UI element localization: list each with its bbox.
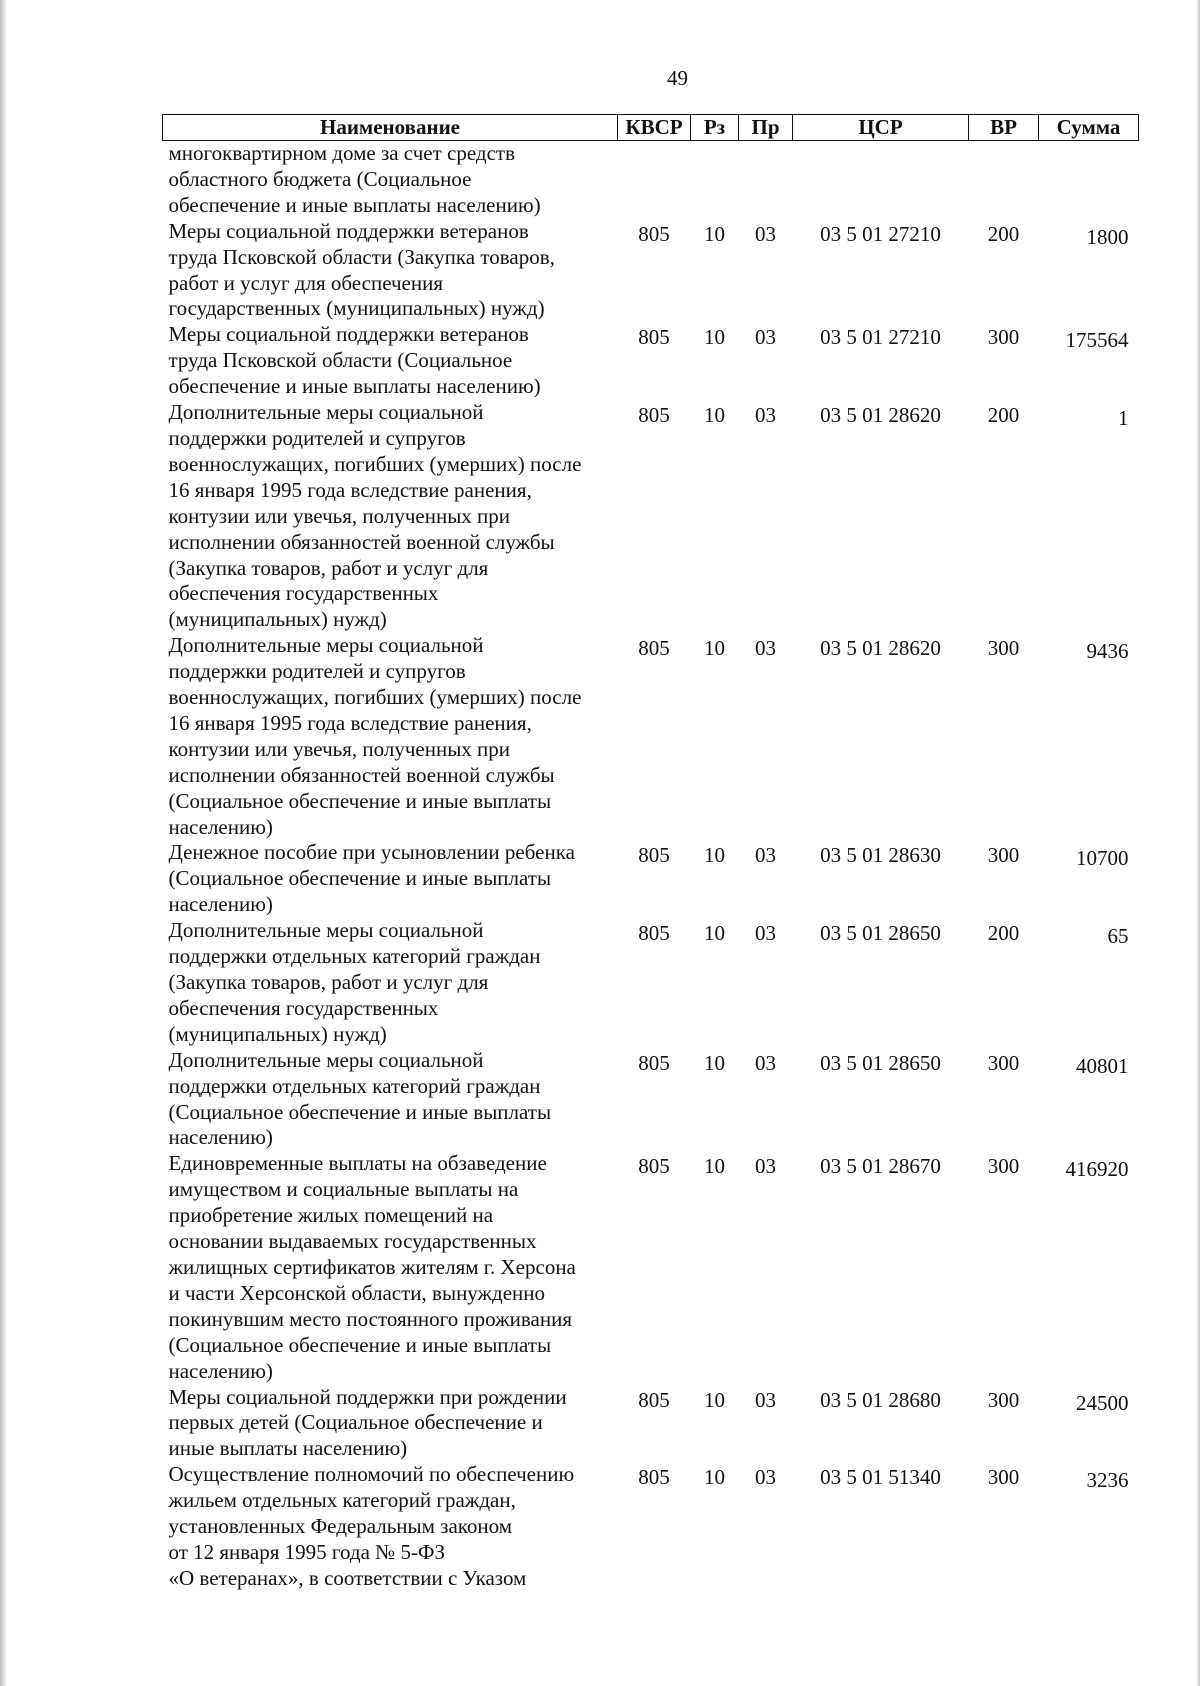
- row-sum-cell: 1800: [1086, 224, 1129, 249]
- table-row: [163, 400, 1139, 633]
- row-pr-cell: 03: [755, 221, 776, 246]
- row-csr-cell: 03 5 01 27210: [820, 325, 941, 350]
- page-number: 49: [667, 66, 688, 90]
- row-pr-cell: 03: [755, 1050, 776, 1075]
- row-name-line: «О ветеранах», в соответствии с Указом: [168, 1565, 527, 1590]
- row-csr-cell: 03 5 01 28650: [820, 1050, 941, 1075]
- row-rz-cell: 10: [704, 1050, 725, 1075]
- row-rz-cell: 10: [704, 1465, 725, 1490]
- row-name-line: Меры социальной поддержки при рождении: [168, 1384, 567, 1409]
- row-name-line: Дополнительные меры социальной: [168, 918, 484, 943]
- row-sum-cell: 24500: [1076, 1390, 1129, 1415]
- row-name-line: Меры социальной поддержки ветеранов: [168, 218, 529, 243]
- row-name-line: исполнении обязанностей военной службы: [168, 762, 555, 787]
- row-vr-cell: 300: [987, 1050, 1020, 1075]
- row-name-cell: [163, 1462, 618, 1592]
- row-name-line: обеспечение и иные выплаты населению): [168, 192, 541, 217]
- table-row: [163, 141, 1139, 219]
- row-name-line: (Закупка товаров, работ и услуг для: [168, 970, 489, 994]
- row-name-line: Единовременные выплаты на обзаведение: [168, 1151, 547, 1176]
- row-name-cell: [163, 1151, 618, 1384]
- row-name-cell: [163, 219, 618, 323]
- row-name-cell: [163, 1385, 618, 1463]
- row-kvsr-cell: 805: [638, 843, 670, 868]
- row-csr-cell: 03 5 01 28630: [820, 843, 941, 868]
- row-csr-cell: [793, 141, 969, 219]
- row-name-line: исполнении обязанностей военной службы: [168, 529, 555, 554]
- row-rz-cell: 10: [704, 843, 725, 868]
- row-pr-cell: 03: [755, 1154, 776, 1179]
- row-sum-cell: 1: [1118, 406, 1129, 431]
- row-csr-cell: 03 5 01 28620: [820, 403, 941, 428]
- row-kvsr-cell: 805: [638, 1050, 670, 1075]
- table-row: [163, 1048, 1139, 1152]
- row-vr-cell: 300: [987, 1465, 1020, 1490]
- row-sum-cell: [1039, 141, 1139, 219]
- row-name-line: 16 января 1995 года вследствие ранения,: [168, 710, 532, 735]
- row-pr-cell: 03: [755, 843, 776, 868]
- row-name-line: обеспечения государственных: [168, 581, 439, 606]
- row-name-cell: [163, 633, 618, 840]
- row-rz-cell: 10: [704, 221, 725, 246]
- header-pr: Пр: [739, 115, 793, 141]
- table-row: [163, 633, 1139, 840]
- table-row: [163, 1151, 1139, 1384]
- row-rz-cell: 10: [704, 636, 725, 661]
- row-kvsr-cell: 805: [638, 1387, 670, 1412]
- row-rz-cell: 10: [704, 921, 725, 946]
- row-vr-cell: 200: [987, 921, 1020, 946]
- row-kvsr-cell: 805: [638, 636, 670, 661]
- row-name-line: Денежное пособие при усыновлении ребенка: [168, 840, 575, 865]
- row-rz-cell: 10: [704, 1154, 725, 1179]
- row-kvsr-cell: 805: [638, 403, 670, 428]
- row-vr-cell: 300: [987, 325, 1020, 350]
- row-name-line: и части Херсонской области, вынужденно: [168, 1280, 546, 1305]
- row-name-line: контузии или увечья, полученных при: [168, 736, 511, 761]
- row-kvsr-cell: 805: [638, 325, 670, 350]
- row-name-line: Осуществление полномочий по обеспечению: [168, 1462, 575, 1487]
- row-vr-cell: [969, 141, 1039, 219]
- row-pr-cell: 03: [755, 325, 776, 350]
- row-pr-cell: 03: [755, 1387, 776, 1412]
- row-vr-cell: 200: [987, 403, 1020, 428]
- table-row: [163, 1385, 1139, 1463]
- header-row: [163, 115, 1139, 141]
- row-csr-cell: 03 5 01 28620: [820, 636, 941, 661]
- header-csr: ЦСР: [793, 115, 969, 141]
- row-name-line: Дополнительные меры социальной: [168, 633, 484, 658]
- row-name-line: (Социальное обеспечение и иные выплаты: [168, 1332, 552, 1357]
- row-name-line: обеспечение и иные выплаты населению): [168, 374, 541, 399]
- row-name-line: поддержки отдельных категорий граждан: [168, 944, 541, 969]
- row-name-line: (Социальное обеспечение и иные выплаты: [168, 866, 552, 891]
- row-kvsr-cell: 805: [638, 221, 670, 246]
- row-kvsr-cell: 805: [638, 921, 670, 946]
- table-header: [163, 115, 1139, 141]
- row-name-line: населению): [168, 1358, 273, 1383]
- row-sum-cell: 10700: [1076, 846, 1129, 871]
- row-name-line: (Закупка товаров, работ и услуг для: [168, 555, 489, 580]
- row-pr-cell: [739, 141, 793, 219]
- row-name-line: 16 января 1995 года вследствие ранения,: [168, 477, 532, 502]
- row-name-line: Дополнительные меры социальной: [168, 1047, 484, 1072]
- row-pr-cell: 03: [755, 403, 776, 428]
- row-name-line: приобретение жилых помещений на: [168, 1203, 494, 1228]
- row-name-cell: [163, 322, 618, 400]
- row-sum-cell: 3236: [1086, 1468, 1129, 1493]
- row-name-cell: [163, 840, 618, 918]
- table-row: [163, 1462, 1139, 1592]
- row-pr-cell: 03: [755, 1465, 776, 1490]
- header-sum: Сумма: [1039, 115, 1139, 141]
- row-rz-cell: 10: [704, 403, 725, 428]
- row-sum-cell: 175564: [1065, 328, 1129, 353]
- row-csr-cell: 03 5 01 28680: [820, 1387, 941, 1412]
- row-name-line: (муниципальных) нужд): [168, 1021, 387, 1046]
- row-csr-cell: 03 5 01 27210: [820, 221, 941, 246]
- row-name-cell: [163, 918, 618, 1048]
- row-name-line: поддержки отдельных категорий граждан: [168, 1073, 541, 1098]
- row-name-line: работ и услуг для обеспечения: [168, 270, 444, 295]
- row-kvsr-cell: 805: [638, 1465, 670, 1490]
- row-sum-cell: 9436: [1086, 639, 1129, 664]
- row-name-line: государственных (муниципальных) нужд): [168, 296, 545, 321]
- row-name-line: контузии или увечья, полученных при: [168, 503, 511, 528]
- row-name-line: областного бюджета (Социальное: [168, 166, 472, 191]
- row-pr-cell: 03: [755, 636, 776, 661]
- row-name-line: труда Псковской области (Закупка товаров,: [168, 244, 555, 269]
- row-name-line: иные выплаты населению): [168, 1436, 408, 1461]
- table-row: [163, 840, 1139, 918]
- row-name-line: Дополнительные меры социальной: [168, 400, 484, 425]
- row-name-line: имуществом и социальные выплаты на: [168, 1177, 519, 1202]
- row-csr-cell: 03 5 01 28650: [820, 921, 941, 946]
- row-vr-cell: 200: [987, 221, 1020, 246]
- row-rz-cell: [691, 141, 739, 219]
- row-name-line: населению): [168, 1125, 273, 1150]
- row-name-line: (муниципальных) нужд): [168, 607, 387, 632]
- budget-table: [162, 114, 1139, 1592]
- table-body: [163, 141, 1139, 1592]
- row-name-line: труда Псковской области (Социальное: [168, 348, 513, 373]
- row-kvsr-cell: 805: [638, 1154, 670, 1179]
- row-name-line: населению): [168, 814, 273, 839]
- row-name-line: жильем отдельных категорий граждан,: [168, 1488, 516, 1513]
- row-name-line: населению): [168, 892, 273, 917]
- row-vr-cell: 300: [987, 1154, 1020, 1179]
- row-name-cell: [163, 400, 618, 633]
- table-row: [163, 322, 1139, 400]
- header-kvsr: КВСР: [618, 115, 691, 141]
- table-row: [163, 219, 1139, 323]
- row-name-line: военнослужащих, погибших (умерших) после: [168, 451, 582, 476]
- row-name-line: Меры социальной поддержки ветеранов: [168, 322, 529, 347]
- row-name-line: основании выдаваемых государственных: [168, 1229, 537, 1254]
- row-name-line: (Социальное обеспечение и иные выплаты: [168, 788, 552, 813]
- header-name: Наименование: [163, 115, 618, 141]
- row-sum-cell: 65: [1107, 924, 1129, 949]
- scan-edge-right: [1196, 0, 1200, 1686]
- row-name-line: поддержки родителей и супругов: [168, 425, 466, 450]
- row-name-cell: [163, 141, 618, 219]
- row-name-line: военнослужащих, погибших (умерших) после: [168, 685, 582, 710]
- row-sum-cell: 40801: [1076, 1053, 1129, 1078]
- row-name-line: жилищных сертификатов жителям г. Херсона: [168, 1254, 576, 1279]
- row-name-line: многоквартирном доме за счет средств: [168, 141, 515, 165]
- row-name-cell: [163, 1048, 618, 1152]
- row-name-line: обеспечения государственных: [168, 995, 439, 1020]
- row-sum-cell: 416920: [1065, 1157, 1129, 1182]
- row-rz-cell: 10: [704, 1387, 725, 1412]
- row-name-line: установленных Федеральным законом: [168, 1514, 513, 1539]
- row-name-line: первых детей (Социальное обеспечение и: [168, 1410, 543, 1435]
- scan-edge-left: [0, 0, 6, 1686]
- row-name-line: от 12 января 1995 года № 5-ФЗ: [168, 1539, 446, 1564]
- row-pr-cell: 03: [755, 921, 776, 946]
- row-name-line: поддержки родителей и супругов: [168, 659, 466, 684]
- row-name-line: (Социальное обеспечение и иные выплаты: [168, 1099, 552, 1124]
- header-rz: Рз: [691, 115, 739, 141]
- row-vr-cell: 300: [987, 1387, 1020, 1412]
- row-kvsr-cell: [618, 141, 691, 219]
- row-vr-cell: 300: [987, 843, 1020, 868]
- table-row: [163, 918, 1139, 1048]
- header-vr: ВР: [969, 115, 1039, 141]
- row-rz-cell: 10: [704, 325, 725, 350]
- row-csr-cell: 03 5 01 28670: [820, 1154, 941, 1179]
- row-vr-cell: 300: [987, 636, 1020, 661]
- row-csr-cell: 03 5 01 51340: [820, 1465, 941, 1490]
- row-name-line: покинувшим место постоянного проживания: [168, 1306, 573, 1331]
